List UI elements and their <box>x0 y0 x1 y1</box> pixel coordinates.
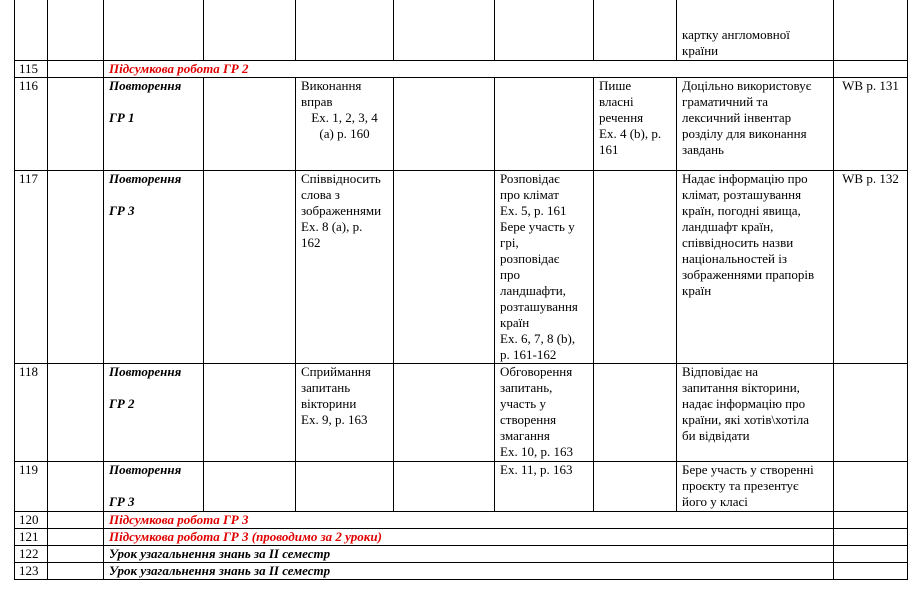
speaking-cell: Розповідає про клімат Ex. 5, p. 161 Бере участь у грі, розповідає про ландшафти, розташування країн Ex. 6, 7, 8 (b), p. 161-162 <box>495 171 594 364</box>
outcome-cell: Бере участь у створенні проєкту та презентує його у класі <box>677 462 834 512</box>
outcome-cell: Доцільно використовує граматичний та лексичний інвентар розділу для виконання завдань <box>677 78 834 171</box>
table-row-123 <box>15 563 908 580</box>
activity-text: Виконання вправ <box>301 78 362 109</box>
exercise-ref: Ex. 1, 2, 3, 4 (a) p. 160 <box>311 110 378 141</box>
outcome-cell: Відповідає на запитання вікторини, надає інформацію про країни, які хотів\хотіла би відвідати <box>677 364 834 462</box>
lesson-topic: Повторення ГР 3 <box>104 462 204 512</box>
lesson-topic: Повторення ГР 1 <box>104 78 204 171</box>
lesson-number: 119 <box>15 462 48 512</box>
activity-cell <box>296 78 394 171</box>
speaking-cell: Обговорення запитань, участь у створення змагання Ex. 10, p. 163 <box>495 364 594 462</box>
lesson-number: 120 <box>15 512 48 529</box>
speaking-cell: Ex. 11, p. 163 <box>495 462 594 512</box>
lesson-number: 117 <box>15 171 48 364</box>
lesson-title: Підсумкова робота ГР 2 <box>104 61 834 78</box>
lesson-number: 116 <box>15 78 48 171</box>
table-row-116 <box>15 78 908 171</box>
lesson-title: Підсумкова робота ГР 3 (проводимо за 2 уроки) <box>104 529 834 546</box>
lesson-number: 121 <box>15 529 48 546</box>
lesson-title: Урок узагальнення знань за ІІ семестр <box>104 563 834 580</box>
writing-cell: Пише власні речення Ex. 4 (b), p. 161 <box>594 78 677 171</box>
lesson-topic: Повторення ГР 2 <box>104 364 204 462</box>
table-row <box>15 0 908 61</box>
workbook-ref: WB p. 131 <box>834 78 908 171</box>
activity-cell: Співвідносить слова з зображеннями Ex. 8 (a), p. 162 <box>296 171 394 364</box>
lesson-plan-table <box>14 0 908 580</box>
lesson-number: 123 <box>15 563 48 580</box>
table-row-122 <box>15 546 908 563</box>
table-row-115 <box>15 61 908 78</box>
lesson-number: 115 <box>15 61 48 78</box>
outcome-cell: картку англомовної країни <box>677 0 834 61</box>
activity-cell: Сприймання запитань вікторини Ex. 9, p. 163 <box>296 364 394 462</box>
lesson-topic: Повторення ГР 3 <box>104 171 204 364</box>
lesson-title: Підсумкова робота ГР 3 <box>104 512 834 529</box>
table-row-119 <box>15 462 908 512</box>
lesson-number: 122 <box>15 546 48 563</box>
lesson-title: Урок узагальнення знань за ІІ семестр <box>104 546 834 563</box>
table-row-117 <box>15 171 908 364</box>
outcome-cell: Надає інформацію про клімат, розташування країн, погодні явища, ландшафт країн, співвідносить назви національностей із зображеннями прапорів країн <box>677 171 834 364</box>
table-row-120 <box>15 512 908 529</box>
table-row-118 <box>15 364 908 462</box>
lesson-number: 118 <box>15 364 48 462</box>
workbook-ref: WB p. 132 <box>834 171 908 364</box>
table-row-121 <box>15 529 908 546</box>
